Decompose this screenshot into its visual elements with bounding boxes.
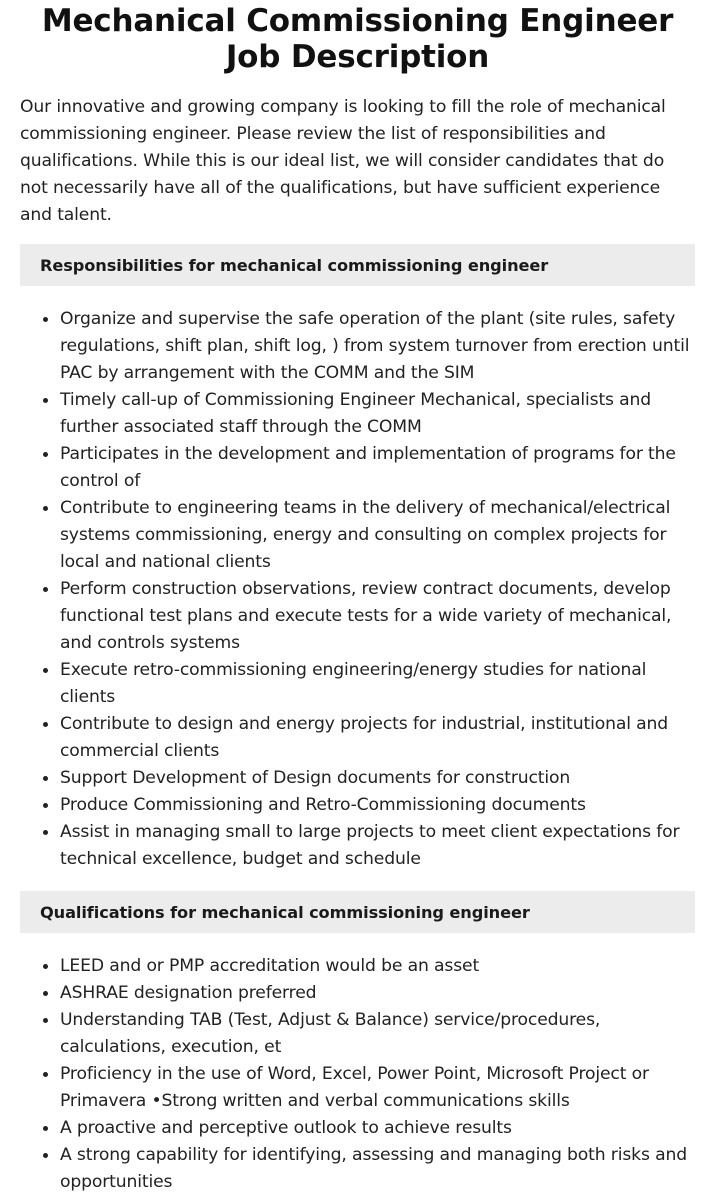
list-item: Contribute to design and energy projects for industrial, institutional and commercial clients: [60, 711, 695, 765]
list-item: ASHRAE designation preferred: [60, 980, 695, 1007]
responsibilities-list: [20, 306, 695, 873]
list-item: Proficiency in the use of Word, Excel, Power Point, Microsoft Project or Primavera •Strong written and verbal communications skills: [60, 1061, 695, 1115]
qualifications-header: [20, 891, 695, 933]
list-item: A proactive and perceptive outlook to achieve results: [60, 1115, 695, 1142]
list-item: Assist in managing small to large projects to meet client expectations for technical excellence, budget and schedule: [60, 819, 695, 873]
list-item: Perform construction observations, review contract documents, develop functional test plans and execute tests for a wide variety of mechanical, and controls systems: [60, 576, 695, 657]
responsibilities-header: [20, 244, 695, 286]
page-title: Mechanical Commissioning Engineer Job Description: [41, 3, 674, 75]
intro-paragraph: Our innovative and growing company is looking to fill the role of mechanical commissioning engineer. Please review the list of responsibilities and qualifications. While this is our ideal list, we will consider candidates that do not necessarily have all of the qualifications, but have sufficient experience and talent.: [20, 97, 666, 225]
list-item: Timely call-up of Commissioning Engineer Mechanical, specialists and further associated staff through the COMM: [60, 387, 695, 441]
qualifications-heading: Qualifications for mechanical commissioning engineer: [40, 902, 530, 922]
list-item: Produce Commissioning and Retro-Commissioning documents: [60, 792, 695, 819]
list-item: Support Development of Design documents for construction: [60, 765, 695, 792]
qualifications-list: [20, 953, 695, 1196]
list-item: Understanding TAB (Test, Adjust & Balance) service/procedures, calculations, execution, et: [60, 1007, 695, 1061]
list-item: Organize and supervise the safe operation of the plant (site rules, safety regulations, shift plan, shift log, ) from system turnover from erection until PAC by arrangement with the COMM and the SIM: [60, 306, 695, 387]
responsibilities-heading: Responsibilities for mechanical commissioning engineer: [40, 255, 549, 275]
list-item: LEED and or PMP accreditation would be an asset: [60, 953, 695, 980]
list-item: Contribute to engineering teams in the delivery of mechanical/electrical systems commissioning, energy and consulting on complex projects for local and national clients: [60, 495, 695, 576]
list-item: A strong capability for identifying, assessing and managing both risks and opportunities: [60, 1142, 695, 1196]
list-item: Execute retro-commissioning engineering/energy studies for national clients: [60, 657, 695, 711]
list-item: Participates in the development and implementation of programs for the control of: [60, 441, 695, 495]
